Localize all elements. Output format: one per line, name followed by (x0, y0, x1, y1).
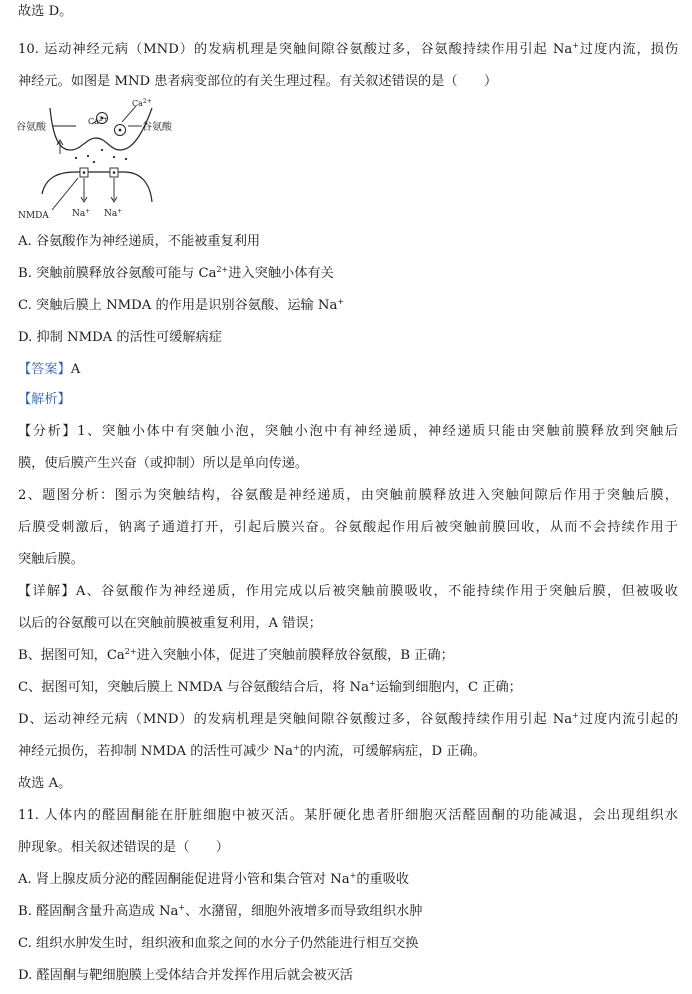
analysis-heading: 【解析】 (18, 392, 71, 407)
label-ca-mid: $Ca^{2+}$ (88, 116, 108, 126)
label-ca-top: $Ca^{2+}$ (132, 98, 152, 108)
analysis-line: 后膜受刺激后，钠离子通道打开，引起后膜兴奋。谷氨酸起作用后被突触前膜回收，从而不会持续作用于 (18, 520, 678, 535)
detail-line: 【详解】A、谷氨酸作为神经递质，作用完成以后被突触前膜吸收，不能持续作用于突触后膜，但被吸收 (18, 584, 678, 599)
option-b: B. 突触前膜释放谷氨酸可能与 $Ca^{2+}$进入突触小体有关 (18, 265, 334, 281)
question-11-stem: 11. 人体内的醛固酮能在肝脏细胞中被灭活。某肝硬化患者肝细胞灭活醛固酮的功能减退，会出现组织水 (18, 808, 678, 823)
glutamate-dot (101, 149, 103, 151)
detail-line: B、据图可知，$Ca^{2+}$进入突触小体，促进了突触前膜释放谷氨酸，B 正确； (18, 647, 454, 663)
analysis-line: 突触后膜。 (18, 552, 84, 567)
option-d: D. 抑制 NMDA 的活性可缓解病症 (18, 330, 222, 345)
question-10-stem-cont: 神经元。如图是 MND 患者病变部位的有关生理过程。有关叙述错误的是（ ） (18, 74, 498, 89)
detail-line: 以后的谷氨酸可以在突触前膜被重复利用，A 错误； (18, 616, 322, 631)
analysis-line: 2、题图分析：图示为突触结构，谷氨酸是神经递质，由突触前膜释放进入突触间隙后作用于突触后膜， (18, 488, 678, 503)
option-a: A. 谷氨酸作为神经递质，不能被重复利用 (18, 234, 261, 249)
analysis-line: 膜，使后膜产生兴奋（或抑制）所以是单向传递。 (18, 456, 309, 471)
glutamate-dot (113, 156, 115, 158)
detail-line: D、运动神经元病（MND）的发病机理是突触间隙谷氨酸过多，谷氨酸持续作用引起 Na+过度内流引起的 (18, 711, 679, 727)
vesicle-dot (119, 129, 122, 132)
glutamate-dot (75, 157, 77, 159)
label-na-2: Na+ (104, 208, 123, 219)
q11-option-c: C. 组织水肿发生时，组织液和血浆之间的水分子仍然能进行相互交换 (18, 936, 419, 951)
glutamate-dot (125, 158, 127, 160)
postsynaptic-membrane (42, 172, 152, 202)
synapse-diagram (16, 98, 172, 224)
option-c: C. 突触后膜上 NMDA 的作用是识别谷氨酸、运输 Na+ (18, 297, 345, 313)
glutamate-dot (93, 161, 95, 163)
q11-option-d: D. 醛固酮与靶细胞膜上受体结合并发挥作用后就会被灭活 (18, 968, 353, 983)
label-na-1: Na+ (72, 208, 91, 219)
pointer-line (52, 178, 78, 210)
analysis-line: 【分析】1、突触小体中有突触小泡，突触小泡中有神经递质，神经递质只能由突触前膜释放到突触后 (18, 424, 679, 439)
q11-option-b: B. 醛固酮含量升高造成 Na+、水潴留，细胞外液增多而导致组织水肿 (18, 903, 423, 919)
ca-arrow (122, 106, 136, 122)
text-line: 故选 A。 (18, 776, 72, 791)
detail-line: C、据图可知，突触后膜上 NMDA 与谷氨酸结合后，将 Na+运输到细胞内，C 正确； (18, 679, 522, 695)
q11-option-a: A. 肾上腺皮质分泌的醛固酮能促进肾小管和集合管对 Na+的重吸收 (18, 871, 410, 887)
label-glutamate-right: 谷氨酸 (142, 122, 172, 133)
question-11-stem-cont: 肿现象。相关叙述错误的是（ ） (18, 840, 229, 855)
answer-line: 【答案】A (18, 362, 81, 377)
question-10-stem: 10. 运动神经元病（MND）的发病机理是突触间隙谷氨酸过多，谷氨酸持续作用引起 Na+过度内流，损伤 (18, 41, 679, 57)
detail-line: 神经元损伤，若抑制 NMDA 的活性可减少 Na+的内流，可缓解病症，D 正确。 (18, 743, 486, 759)
label-glutamate-left: 谷氨酸 (16, 122, 46, 133)
presynaptic-membrane (50, 108, 152, 150)
text-line: 故选 D。 (18, 4, 73, 19)
receptor-binding (83, 171, 86, 174)
label-nmda: NMDA (18, 211, 49, 221)
receptor-binding (113, 171, 116, 174)
glutamate-dot (87, 155, 89, 157)
